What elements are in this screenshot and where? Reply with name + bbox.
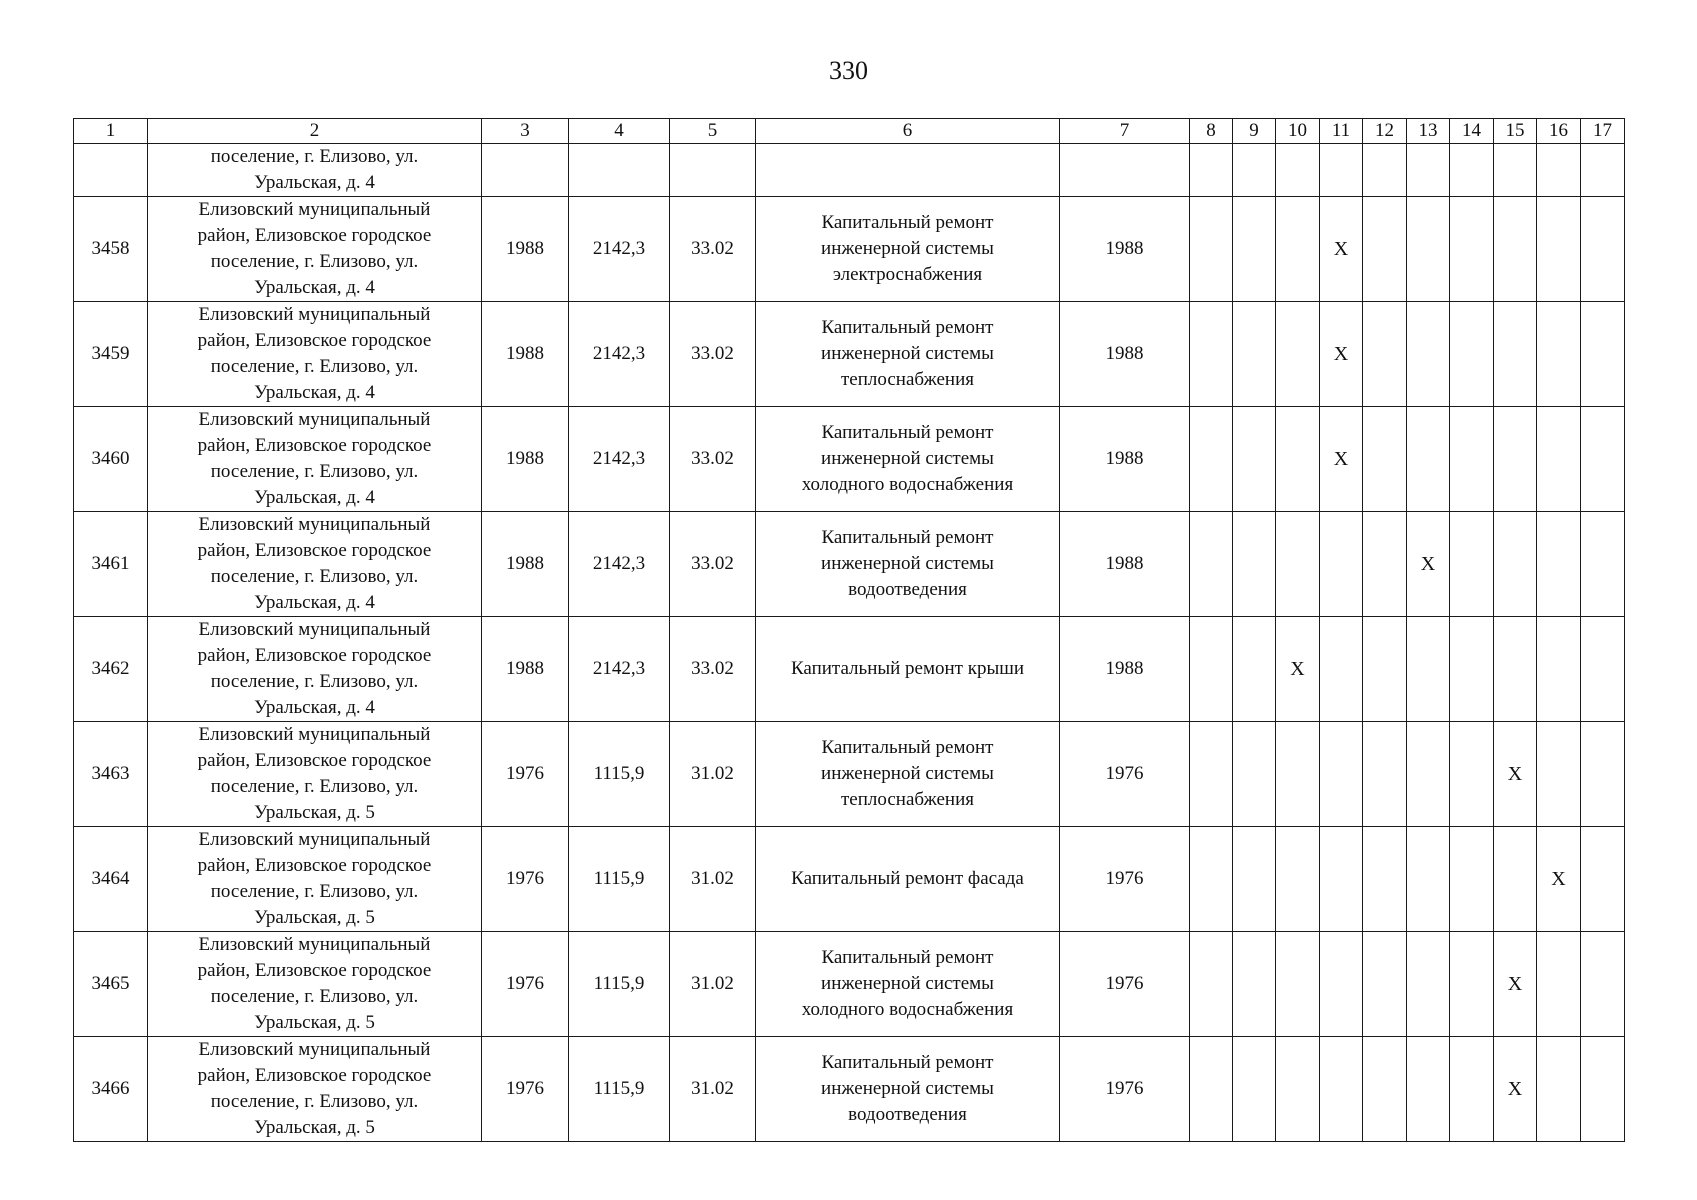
code-cell: 31.02	[670, 722, 756, 827]
build-year-cell: 1976	[482, 827, 569, 932]
register-table	[73, 118, 1625, 1142]
empty-cell	[1320, 144, 1363, 197]
empty-cell	[1276, 407, 1320, 512]
empty-cell	[1190, 1037, 1233, 1142]
build-year-cell: 1976	[482, 932, 569, 1037]
year-cell: 1976	[1060, 827, 1190, 932]
address-cell: Елизовский муниципальный район, Елизовское городское поселение, г. Елизово, ул. Уральская, д. 4	[148, 197, 482, 302]
area-cell: 1115,9	[569, 932, 670, 1037]
table-row	[74, 197, 1625, 302]
empty-cell	[1363, 932, 1407, 1037]
empty-cell	[1276, 197, 1320, 302]
row-number-cell: 3460	[74, 407, 148, 512]
empty-cell	[1190, 827, 1233, 932]
build-year-cell: 1988	[482, 617, 569, 722]
work-type-cell: Капитальный ремонт инженерной системы водоотведения	[756, 512, 1060, 617]
empty-cell	[1537, 617, 1581, 722]
empty-cell	[1494, 302, 1537, 407]
year-cell: 1976	[1060, 932, 1190, 1037]
empty-cell	[1581, 617, 1625, 722]
empty-cell	[569, 144, 670, 197]
empty-cell	[1450, 144, 1494, 197]
empty-cell	[1407, 722, 1450, 827]
empty-cell	[1537, 1037, 1581, 1142]
empty-cell	[1233, 1037, 1276, 1142]
year-cell: 1976	[1060, 1037, 1190, 1142]
empty-cell	[1363, 617, 1407, 722]
empty-cell	[1407, 302, 1450, 407]
empty-cell	[1537, 302, 1581, 407]
empty-cell	[1450, 932, 1494, 1037]
column-number-header-row	[74, 119, 1625, 144]
empty-cell	[1190, 302, 1233, 407]
empty-cell	[1233, 197, 1276, 302]
area-cell: 1115,9	[569, 722, 670, 827]
empty-cell	[1494, 144, 1537, 197]
empty-cell	[1060, 144, 1190, 197]
table-body	[74, 119, 1625, 1142]
row-number-cell: 3463	[74, 722, 148, 827]
area-cell: 2142,3	[569, 197, 670, 302]
column-header-16: 16	[1537, 119, 1581, 144]
mark-cell: X	[1320, 407, 1363, 512]
mark-cell: X	[1537, 827, 1581, 932]
table-row	[74, 617, 1625, 722]
empty-cell	[1494, 617, 1537, 722]
address-cell: поселение, г. Елизово, ул. Уральская, д. 4	[148, 144, 482, 197]
empty-cell	[1494, 197, 1537, 302]
column-header-2: 2	[148, 119, 482, 144]
empty-cell	[1233, 827, 1276, 932]
build-year-cell: 1976	[482, 1037, 569, 1142]
empty-cell	[1363, 512, 1407, 617]
empty-cell	[1363, 302, 1407, 407]
table-row	[74, 302, 1625, 407]
mark-cell: X	[1494, 722, 1537, 827]
area-cell: 2142,3	[569, 617, 670, 722]
empty-cell	[1233, 144, 1276, 197]
column-header-3: 3	[482, 119, 569, 144]
code-cell: 33.02	[670, 617, 756, 722]
empty-cell	[1233, 932, 1276, 1037]
column-header-7: 7	[1060, 119, 1190, 144]
empty-cell	[1363, 722, 1407, 827]
empty-cell	[1320, 722, 1363, 827]
mark-cell: X	[1276, 617, 1320, 722]
empty-cell	[74, 144, 148, 197]
mark-cell: X	[1320, 302, 1363, 407]
mark-cell: X	[1320, 197, 1363, 302]
address-cell: Елизовский муниципальный район, Елизовское городское поселение, г. Елизово, ул. Уральская, д. 5	[148, 1037, 482, 1142]
empty-cell	[1190, 144, 1233, 197]
work-type-cell: Капитальный ремонт фасада	[756, 827, 1060, 932]
year-cell: 1988	[1060, 197, 1190, 302]
table-row	[74, 722, 1625, 827]
area-cell: 2142,3	[569, 512, 670, 617]
address-cell: Елизовский муниципальный район, Елизовское городское поселение, г. Елизово, ул. Уральская, д. 5	[148, 827, 482, 932]
empty-cell	[1450, 407, 1494, 512]
row-number-cell: 3461	[74, 512, 148, 617]
empty-cell	[482, 144, 569, 197]
empty-cell	[1581, 1037, 1625, 1142]
empty-cell	[1363, 1037, 1407, 1142]
column-header-14: 14	[1450, 119, 1494, 144]
area-cell: 2142,3	[569, 302, 670, 407]
empty-cell	[1363, 827, 1407, 932]
empty-cell	[1233, 512, 1276, 617]
code-cell: 33.02	[670, 302, 756, 407]
empty-cell	[1450, 722, 1494, 827]
work-type-cell: Капитальный ремонт крыши	[756, 617, 1060, 722]
table-row	[74, 407, 1625, 512]
code-cell: 33.02	[670, 197, 756, 302]
build-year-cell: 1988	[482, 197, 569, 302]
area-cell: 2142,3	[569, 407, 670, 512]
empty-cell	[1407, 197, 1450, 302]
empty-cell	[1190, 512, 1233, 617]
table-row	[74, 1037, 1625, 1142]
address-cell: Елизовский муниципальный район, Елизовское городское поселение, г. Елизово, ул. Уральская, д. 5	[148, 932, 482, 1037]
row-number-cell: 3464	[74, 827, 148, 932]
empty-cell	[670, 144, 756, 197]
row-number-cell: 3459	[74, 302, 148, 407]
empty-cell	[1233, 722, 1276, 827]
year-cell: 1988	[1060, 407, 1190, 512]
year-cell: 1988	[1060, 617, 1190, 722]
empty-cell	[1276, 144, 1320, 197]
empty-cell	[1407, 827, 1450, 932]
page-number: 330	[829, 56, 868, 85]
row-number-cell: 3465	[74, 932, 148, 1037]
empty-cell	[1407, 932, 1450, 1037]
work-type-cell: Капитальный ремонт инженерной системы теплоснабжения	[756, 302, 1060, 407]
empty-cell	[1581, 722, 1625, 827]
empty-cell	[1276, 302, 1320, 407]
column-header-4: 4	[569, 119, 670, 144]
empty-cell	[1363, 407, 1407, 512]
empty-cell	[1450, 197, 1494, 302]
empty-cell	[1190, 197, 1233, 302]
code-cell: 31.02	[670, 827, 756, 932]
empty-cell	[1320, 617, 1363, 722]
continuation-row	[74, 144, 1625, 197]
address-cell: Елизовский муниципальный район, Елизовское городское поселение, г. Елизово, ул. Уральская, д. 4	[148, 512, 482, 617]
empty-cell	[1320, 1037, 1363, 1142]
address-cell: Елизовский муниципальный район, Елизовское городское поселение, г. Елизово, ул. Уральская, д. 4	[148, 617, 482, 722]
column-header-8: 8	[1190, 119, 1233, 144]
column-header-13: 13	[1407, 119, 1450, 144]
empty-cell	[1581, 512, 1625, 617]
year-cell: 1988	[1060, 302, 1190, 407]
address-cell: Елизовский муниципальный район, Елизовское городское поселение, г. Елизово, ул. Уральская, д. 4	[148, 302, 482, 407]
empty-cell	[1494, 827, 1537, 932]
work-type-cell: Капитальный ремонт инженерной системы водоотведения	[756, 1037, 1060, 1142]
empty-cell	[1407, 617, 1450, 722]
column-header-12: 12	[1363, 119, 1407, 144]
area-cell: 1115,9	[569, 827, 670, 932]
mark-cell: X	[1407, 512, 1450, 617]
build-year-cell: 1988	[482, 302, 569, 407]
empty-cell	[1276, 512, 1320, 617]
column-header-1: 1	[74, 119, 148, 144]
column-header-17: 17	[1581, 119, 1625, 144]
empty-cell	[1363, 144, 1407, 197]
empty-cell	[1450, 827, 1494, 932]
column-header-6: 6	[756, 119, 1060, 144]
row-number-cell: 3462	[74, 617, 148, 722]
mark-cell: X	[1494, 932, 1537, 1037]
year-cell: 1976	[1060, 722, 1190, 827]
empty-cell	[1581, 302, 1625, 407]
empty-cell	[1537, 144, 1581, 197]
empty-cell	[1190, 617, 1233, 722]
code-cell: 31.02	[670, 1037, 756, 1142]
work-type-cell: Капитальный ремонт инженерной системы теплоснабжения	[756, 722, 1060, 827]
empty-cell	[1190, 722, 1233, 827]
empty-cell	[1190, 407, 1233, 512]
row-number-cell: 3466	[74, 1037, 148, 1142]
empty-cell	[1276, 827, 1320, 932]
empty-cell	[1407, 1037, 1450, 1142]
empty-cell	[1537, 407, 1581, 512]
table-row	[74, 932, 1625, 1037]
column-header-5: 5	[670, 119, 756, 144]
row-number-cell: 3458	[74, 197, 148, 302]
empty-cell	[1537, 722, 1581, 827]
work-type-cell: Капитальный ремонт инженерной системы электроснабжения	[756, 197, 1060, 302]
empty-cell	[1494, 512, 1537, 617]
empty-cell	[1450, 512, 1494, 617]
empty-cell	[756, 144, 1060, 197]
empty-cell	[1233, 407, 1276, 512]
empty-cell	[1233, 617, 1276, 722]
empty-cell	[1363, 197, 1407, 302]
column-header-11: 11	[1320, 119, 1363, 144]
empty-cell	[1537, 197, 1581, 302]
area-cell: 1115,9	[569, 1037, 670, 1142]
empty-cell	[1407, 144, 1450, 197]
build-year-cell: 1988	[482, 512, 569, 617]
work-type-cell: Капитальный ремонт инженерной системы холодного водоснабжения	[756, 407, 1060, 512]
empty-cell	[1233, 302, 1276, 407]
empty-cell	[1537, 932, 1581, 1037]
empty-cell	[1407, 407, 1450, 512]
address-cell: Елизовский муниципальный район, Елизовское городское поселение, г. Елизово, ул. Уральская, д. 4	[148, 407, 482, 512]
empty-cell	[1450, 1037, 1494, 1142]
empty-cell	[1276, 932, 1320, 1037]
column-header-15: 15	[1494, 119, 1537, 144]
empty-cell	[1581, 407, 1625, 512]
mark-cell: X	[1494, 1037, 1537, 1142]
work-type-cell: Капитальный ремонт инженерной системы холодного водоснабжения	[756, 932, 1060, 1037]
empty-cell	[1276, 722, 1320, 827]
table-row	[74, 512, 1625, 617]
empty-cell	[1276, 1037, 1320, 1142]
empty-cell	[1581, 827, 1625, 932]
address-cell: Елизовский муниципальный район, Елизовское городское поселение, г. Елизово, ул. Уральская, д. 5	[148, 722, 482, 827]
code-cell: 33.02	[670, 512, 756, 617]
empty-cell	[1581, 197, 1625, 302]
empty-cell	[1450, 302, 1494, 407]
table-row	[74, 827, 1625, 932]
code-cell: 31.02	[670, 932, 756, 1037]
empty-cell	[1494, 407, 1537, 512]
column-header-9: 9	[1233, 119, 1276, 144]
build-year-cell: 1988	[482, 407, 569, 512]
empty-cell	[1320, 932, 1363, 1037]
code-cell: 33.02	[670, 407, 756, 512]
build-year-cell: 1976	[482, 722, 569, 827]
empty-cell	[1581, 932, 1625, 1037]
empty-cell	[1320, 827, 1363, 932]
year-cell: 1988	[1060, 512, 1190, 617]
empty-cell	[1320, 512, 1363, 617]
empty-cell	[1581, 144, 1625, 197]
empty-cell	[1450, 617, 1494, 722]
empty-cell	[1537, 512, 1581, 617]
column-header-10: 10	[1276, 119, 1320, 144]
empty-cell	[1190, 932, 1233, 1037]
